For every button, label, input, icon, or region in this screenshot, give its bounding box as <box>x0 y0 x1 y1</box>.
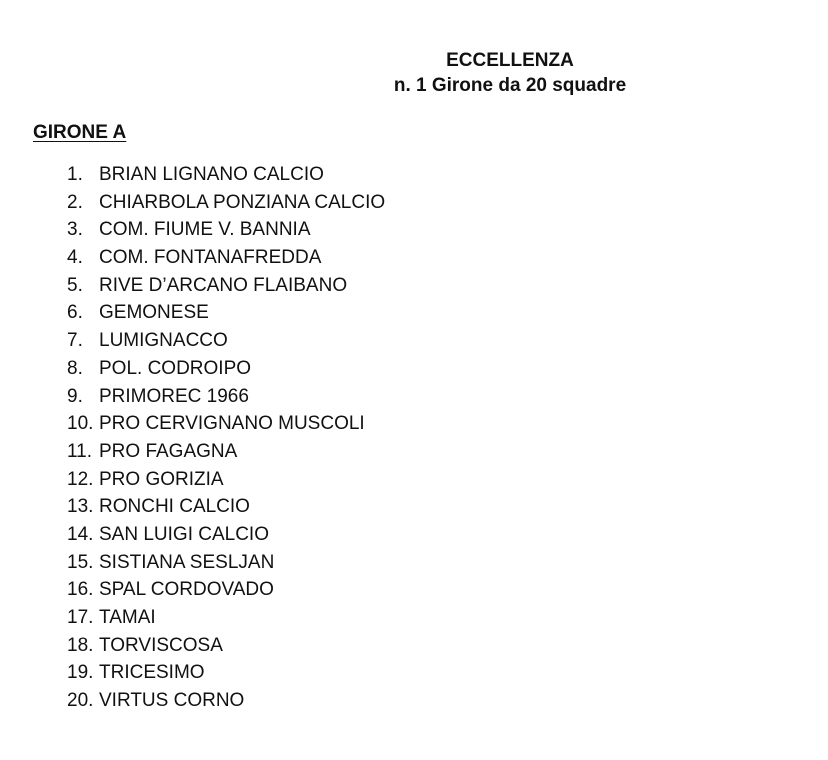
team-number: 15. <box>67 551 94 573</box>
team-number: 12. <box>67 468 94 490</box>
team-name: SPAL CORDOVADO <box>99 579 274 601</box>
team-number: 7. <box>67 330 83 352</box>
team-number: 1. <box>67 164 83 185</box>
team-name: RONCHI CALCIO <box>99 496 250 518</box>
team-number: 4. <box>67 247 83 269</box>
team-name: PRIMOREC 1966 <box>99 385 249 407</box>
team-number: 19. <box>67 662 94 684</box>
team-number: 13. <box>67 496 94 518</box>
group-title: GIRONE A <box>33 122 127 143</box>
team-name: PRO CERVIGNANO MUSCOLI <box>99 413 365 435</box>
team-number: 11. <box>67 440 93 462</box>
team-number: 2. <box>67 191 83 213</box>
team-name: VIRTUS CORNO <box>99 690 245 712</box>
team-number: 14. <box>67 523 94 545</box>
team-name: GEMONESE <box>99 302 209 324</box>
team-name: SISTIANA SESLJAN <box>99 551 275 573</box>
team-name: PRO FAGAGNA <box>99 440 238 462</box>
team-name: TRICESIMO <box>99 662 205 684</box>
team-name: LUMIGNACCO <box>99 330 228 352</box>
team-name: COM. FONTANAFREDDA <box>99 247 322 269</box>
team-name: SAN LUIGI CALCIO <box>99 523 269 545</box>
team-name: RIVE D’ARCANO FLAIBANO <box>99 274 348 296</box>
team-name: COM. FIUME V. BANNIA <box>99 219 311 241</box>
team-number: 17. <box>67 607 94 628</box>
document-header <box>0 48 828 98</box>
document-subtitle: n. 1 Girone da 20 squadre <box>393 75 627 96</box>
team-name: POL. CODROIPO <box>99 357 252 379</box>
team-number: 16. <box>67 579 94 601</box>
team-name: PRO GORIZIA <box>99 468 224 490</box>
team-number: 18. <box>67 634 94 656</box>
team-number: 3. <box>67 219 83 241</box>
document-title: ECCELLENZA <box>446 50 574 71</box>
team-number: 20. <box>67 690 94 712</box>
team-number: 10. <box>67 413 94 435</box>
team-number: 5. <box>67 274 83 296</box>
team-name: CHIARBOLA PONZIANA CALCIO <box>99 191 386 213</box>
team-name: BRIAN LIGNANO CALCIO <box>99 164 324 185</box>
team-number: 8. <box>67 357 83 379</box>
team-name: TAMAI <box>99 607 156 628</box>
team-name: TORVISCOSA <box>99 634 223 656</box>
team-number: 6. <box>67 302 83 324</box>
team-number: 9. <box>67 385 83 407</box>
